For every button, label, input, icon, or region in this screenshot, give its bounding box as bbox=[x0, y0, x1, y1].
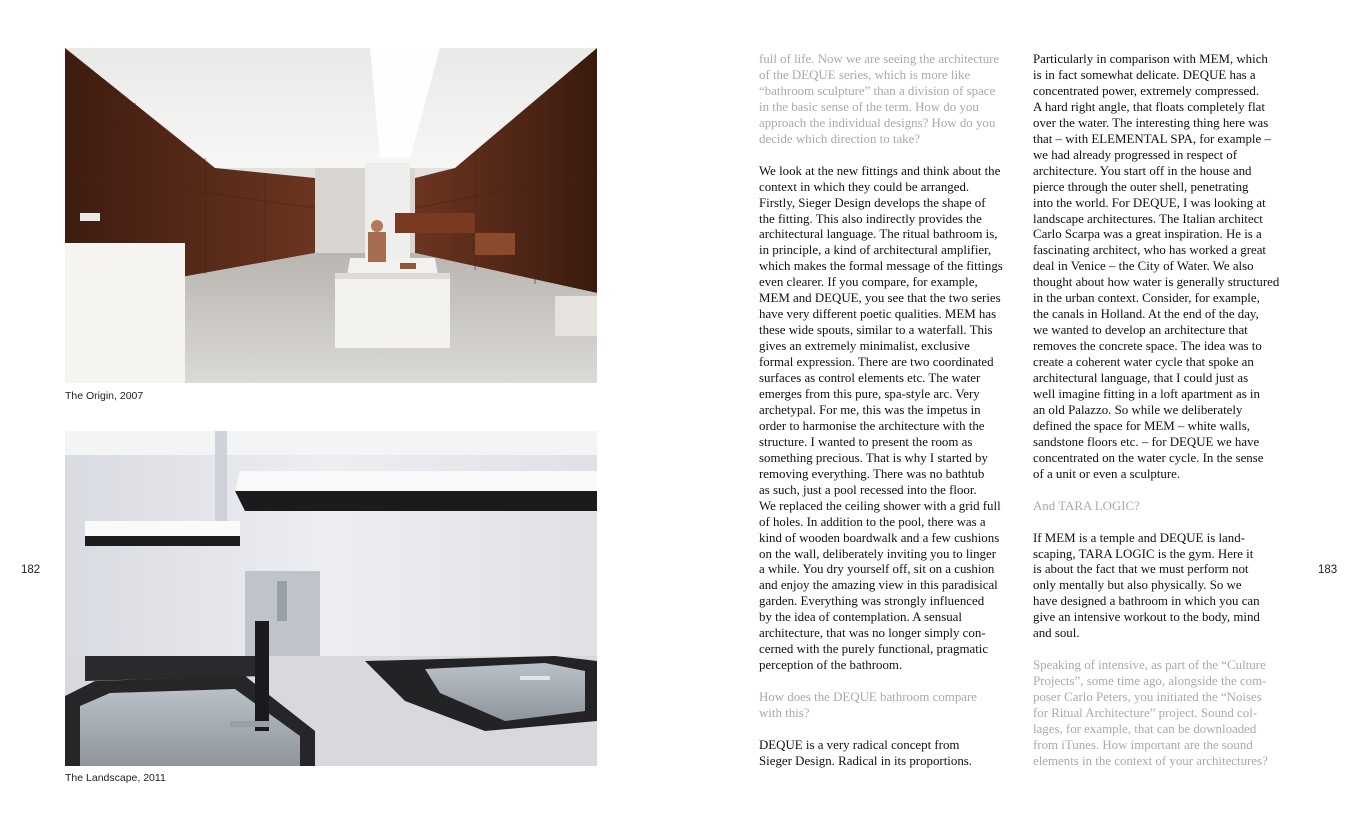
photo-the-landscape bbox=[65, 431, 597, 766]
minimal-bathroom-image bbox=[65, 431, 597, 766]
bather-head bbox=[371, 220, 383, 232]
interview-answer: Particularly in comparison with MEM, which is in fact somewhat delicate. DEQUE has a concentrated power, extremely compressed. A hard right angle, that floats completely flat over the water. The interesting thing here was that – with ELEMENTAL SPA, for example – we had already progressed in respect of architecture. You start off in the house and pierce through the outer shell, penetrating into the world. For DEQUE, I was looking at landscape architectures. The Italian architect Carlo Scarpa was a great inspiration. He is a fascinating architect, who has worked a great deal in Venice – the City of Water. We also thought about how water is generally structured in the urban context. Consider, for example, the canals in Holland. At the end of the day, we wanted to develop an architecture that removes the concrete space. The idea was to create a coherent water cycle that spoke an architectural language, that I could just as well imagine fitting in a loft apartment as in an old Palazzo. So while we deliberately defined the space for MEM – white walls, sandstone floors etc. – for DEQUE we have concentrated on the water cycle. In the sense of a unit or even a sculpture. bbox=[1033, 52, 1280, 481]
figure-caption: The Origin, 2007 bbox=[65, 390, 144, 402]
interview-answer: We look at the new fittings and think about the context in which they could be arranged. Firstly, Sieger Design develops the shape of the fitting. This also indirectly provides the architectural language. The ritual bathroom is, in principle, a kind of architectural amplifier, which makes the formal message of the fittings even clearer. If you compare, for example, MEM and DEQUE, you see that the two series have very different poetic qualities. MEM has these wide spouts, similar to a waterfall. This gives an extremely minimalist, exclusive formal expression. There are two coordinated surfaces as control elements etc. The water emerges from this pure, spa-style arc. Very archetypal. For me, this was the impetus in order to harmonise the architecture with the structure. I wanted to present the room as something precious. That is why I started by removing everything. There was no bathtub as such, just a pool recessed into the floor. We replaced the ceiling shower with a grid full of holes. In addition to the pool, there was a kind of wooden boardwalk and a few cushions on the wall, deliberately inviting you to linger a while. You dry yourself off, sit on a cushion and enjoy the amazing view in this paradisical garden. Everything was strongly influenced by the idea of contemplation. A sensual architecture, that was no longer simply con- cerned with the purely functional, pragmatic perception of the bathroom. bbox=[759, 163, 1003, 673]
page-number-right: 183 bbox=[1318, 564, 1338, 576]
interview-question: full of life. Now we are seeing the architecture of the DEQUE series, which is more like “bathroom sculpture” than a division of space in the basic sense of the term. How do you approach the individual designs? How do you decide which direction to take? bbox=[759, 52, 1000, 146]
page-number-left: 182 bbox=[21, 564, 41, 576]
ceiling-panel-right bbox=[235, 491, 597, 511]
spa-bathroom-image bbox=[65, 48, 597, 383]
interview-question: How does the DEQUE bathroom compare with this? bbox=[759, 690, 978, 721]
text-column-1 bbox=[759, 52, 1021, 786]
spout bbox=[230, 721, 270, 727]
interview-answer: DEQUE is a very radical concept from Sieger Design. Radical in its proportions. bbox=[759, 737, 973, 768]
figure-caption: The Landscape, 2011 bbox=[65, 772, 166, 784]
interview-question: Speaking of intensive, as part of the “Culture Projects”, some time ago, alongside the com- poser Carlo Peters, you initiated the “Noises for Ritual Architecture” project. Sound col- lages, for example, that can be downloaded from iTunes. How important are the sound elements in the context of your architectures? bbox=[1033, 658, 1268, 768]
interview-answer: If MEM is a temple and DEQUE is land- scaping, TARA LOGIC is the gym. Here it is about the fact that we must perform not only mentally but also physically. So we have designed a bathroom in which you can give an intensive workout to the body, mind and soul. bbox=[1033, 530, 1260, 641]
interview-question: And TARA LOGIC? bbox=[1033, 498, 1140, 513]
wooden-bench bbox=[395, 213, 475, 233]
ceiling-panel-left bbox=[85, 536, 240, 546]
text-column-2 bbox=[1033, 52, 1298, 786]
photo-the-origin bbox=[65, 48, 597, 383]
vanity-block bbox=[65, 243, 185, 383]
